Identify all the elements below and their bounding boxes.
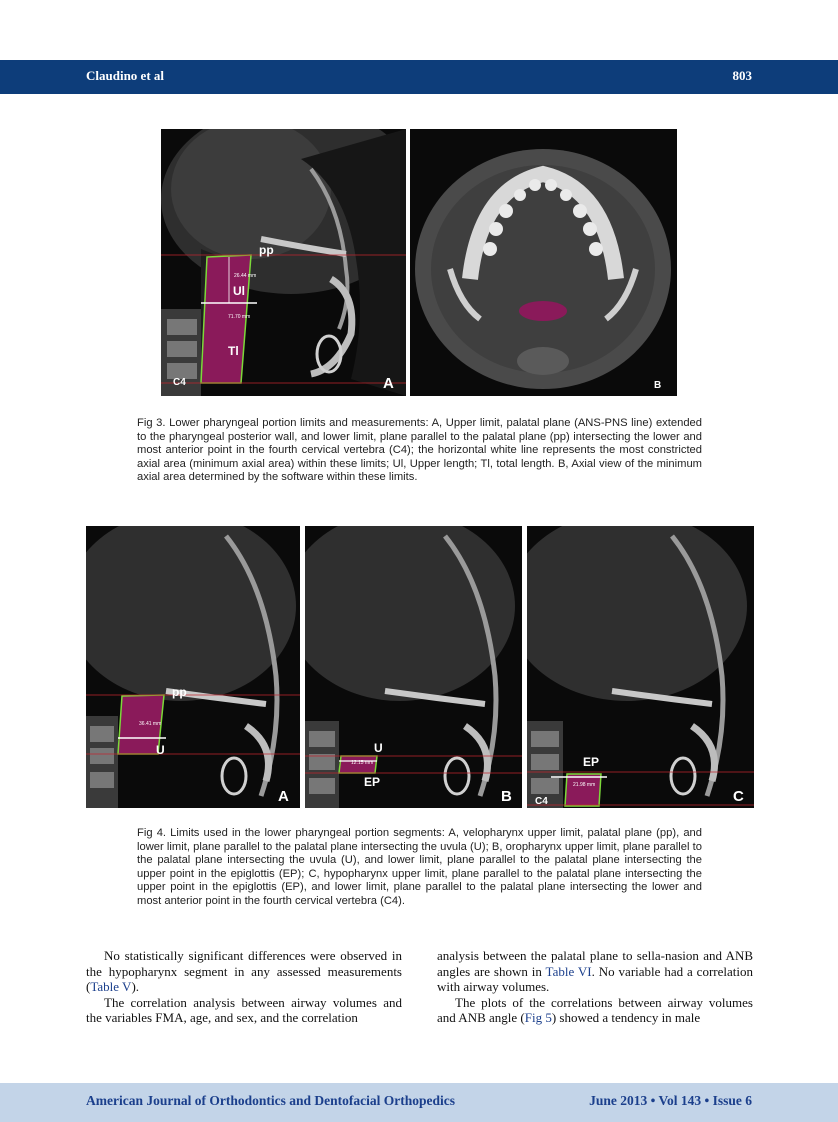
fig4c-label-c4: C4 bbox=[535, 796, 548, 807]
fig3-caption bbox=[137, 417, 702, 485]
fig4b-letter: B bbox=[501, 788, 512, 805]
fig3a-label-pp: pp bbox=[259, 243, 274, 257]
footer-issue: June 2013 • Vol 143 • Issue 6 bbox=[589, 1093, 752, 1108]
fig4a-measure: 36.41 mm bbox=[139, 721, 162, 727]
fig3a-label-c4: C4 bbox=[173, 377, 186, 388]
link-table-v[interactable]: Table V bbox=[90, 979, 132, 995]
fig4b-measure: 12.15 mm bbox=[351, 760, 374, 766]
fig4-caption bbox=[137, 827, 702, 909]
fig4a-label-pp: pp bbox=[172, 685, 187, 699]
body-left-p1-text: No statistically significant differences were observed in the hypopharynx segment in any assessed measurements ( bbox=[86, 948, 402, 995]
fig4b-label-u: U bbox=[374, 741, 383, 755]
body-column-left bbox=[86, 948, 402, 1026]
body-right-p1-text: analysis between the palatal plane to sella-nasion and ANB angles are shown in bbox=[437, 948, 753, 979]
body-left-paragraph-1 bbox=[86, 948, 402, 995]
fig4-panel-b bbox=[305, 526, 522, 808]
fig4c-measure: 21.98 mm bbox=[573, 782, 596, 788]
fig4-panel-a bbox=[86, 526, 300, 808]
fig3a-label-tl: Tl bbox=[228, 344, 239, 358]
fig4-caption-text: Fig 4. Limits used in the lower pharyngeal portion segments: A, velopharynx upper limit, palatal plane (pp), and lower limit, plane parallel to the palatal plane intersecting the uvula (U); B, oropharynx upper limit, plane parallel to the palatal plane intersecting the uvula (U), and lower limit, plane parallel to the palatal plane intersecting the upper point in the epiglottis (EP); C, hypopharynx upper limit, plane parallel to the palatal plane intersecting the upper point in the epiglottis (EP), and lower limit, plane parallel to the palatal plane intersecting the lower and most anterior point in the fourth cervical vertebra (C4). bbox=[137, 827, 702, 907]
header-authors: Claudino et al bbox=[86, 68, 165, 83]
body-right-paragraph-2 bbox=[437, 995, 753, 1026]
fig3-panel-b bbox=[410, 129, 677, 396]
fig4a-letter: A bbox=[278, 788, 289, 805]
running-header bbox=[0, 60, 838, 94]
fig3b-letter: B bbox=[654, 380, 662, 391]
body-right-paragraph-1 bbox=[437, 948, 753, 995]
fig3a-label-ul: Ul bbox=[233, 284, 245, 298]
footer-journal: American Journal of Orthodontics and Dentofacial Orthopedics bbox=[86, 1093, 455, 1108]
body-left-paragraph-2: The correlation analysis between airway volumes and the variables FMA, age, and sex, and the correlation bbox=[86, 994, 402, 1026]
running-footer bbox=[0, 1083, 838, 1122]
fig4a-label-u: U bbox=[156, 743, 165, 757]
body-left-p1-end: ). bbox=[131, 979, 140, 995]
fig3a-letter: A bbox=[383, 375, 394, 392]
fig3a-measure-total: 71.70 mm bbox=[228, 314, 251, 320]
body-right-p2-text: The plots of the correlations between airway volumes and ANB angle ( bbox=[437, 994, 753, 1026]
fig3a-measure-upper: 26.44 mm bbox=[234, 273, 257, 279]
body-right-p2-end: ) showed a tendency in male bbox=[551, 1010, 701, 1026]
fig4c-letter: C bbox=[733, 788, 744, 805]
header-page-number: 803 bbox=[732, 68, 752, 83]
fig4b-label-ep: EP bbox=[364, 775, 381, 789]
body-right-p1-end: . No variable had a correlation with airway volumes. bbox=[437, 963, 753, 995]
fig4-panel-c bbox=[527, 526, 754, 808]
fig3-caption-text: Fig 3. Lower pharyngeal portion limits and measurements: A, Upper limit, palatal plane (ANS-PNS line) extended to the pharyngeal posterior wall, and lower limit, plane parallel to the palatal plane (pp) intersecting the lower and most anterior point in the fourth cervical vertebra (C4); the horizontal white line represents the most constricted axial area (minimum axial area) within these limits; Ul, Upper length; Tl, total length. B, Axial view of the minimum axial area determined by the software within these limits. bbox=[137, 417, 702, 484]
fig4c-label-ep: EP bbox=[583, 755, 600, 769]
link-fig-5[interactable]: Fig 5 bbox=[524, 1010, 552, 1026]
fig3-panel-a bbox=[161, 129, 406, 396]
body-column-right bbox=[437, 948, 753, 1026]
link-table-vi[interactable]: Table VI bbox=[545, 963, 592, 979]
